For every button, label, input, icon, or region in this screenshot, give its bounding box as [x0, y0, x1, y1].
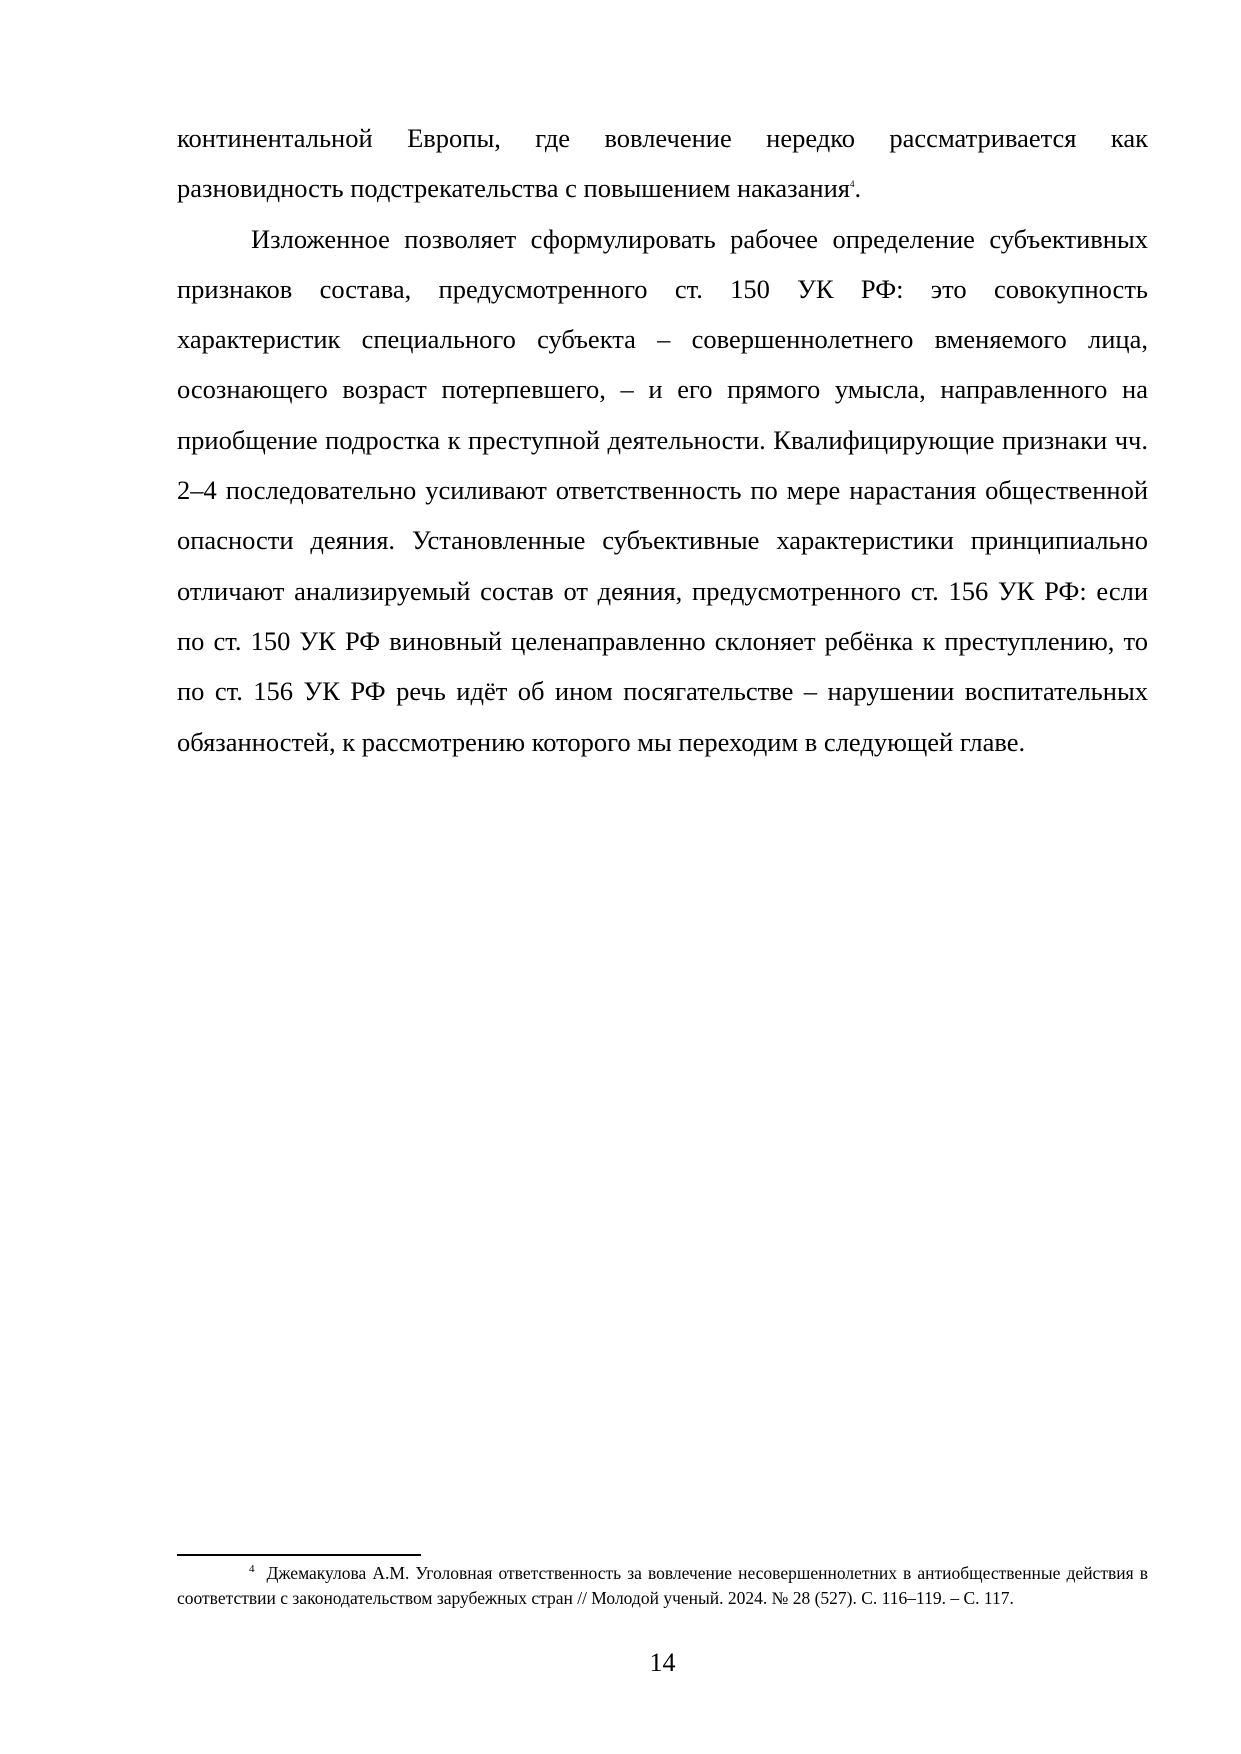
body-text	[177, 113, 1148, 767]
footnote-entry	[177, 1561, 1148, 1610]
footnote-text: Джемакулова А.М. Уголовная ответственность за вовлечение несовершеннолетних в антиобщественные действия в соответствии с законодательством зарубежных стран // Молодой ученый. 2024. № 28 (527). С. 116–119. – С. 117.	[177, 1563, 1148, 1608]
paragraph-continuation	[177, 113, 1148, 214]
paragraph-definition: Изложенное позволяет сформулировать рабочее определение субъективных признаков состава, предусмотренного ст. 150 УК РФ: это совокупность характеристик специального субъекта – совершеннолетнего вменяемого лица, осознающего возраст потерпевшего, – и его прямого умысла, направленного на приобщение подростка к преступной деятельности. Квалифицирующие признаки чч. 2–4 последовательно усиливают ответственность по мере нарастания общественной опасности деяния. Установленные субъективные характеристики принципиально отличают анализируемый состав от деяния, предусмотренного ст. 156 УК РФ: если по ст. 150 УК РФ виновный целенаправленно склоняет ребёнка к преступлению, то по ст. 156 УК РФ речь идёт об ином посягательстве – нарушении воспитательных обязанностей, к рассмотрению которого мы переходим в следующей главе.	[177, 223, 1148, 757]
footnote-number: 4	[249, 1563, 255, 1575]
paragraph-text: континентальной Европы, где вовлечение нередко рассматривается как разновидность подстрекательства с повышением наказания	[177, 123, 1148, 204]
paragraph-tail: .	[854, 173, 862, 204]
footnote	[177, 1561, 1148, 1610]
footnote-separator	[177, 1554, 421, 1556]
footnote-reference[interactable]: 4	[849, 179, 855, 190]
page-number: 14	[649, 1648, 676, 1677]
